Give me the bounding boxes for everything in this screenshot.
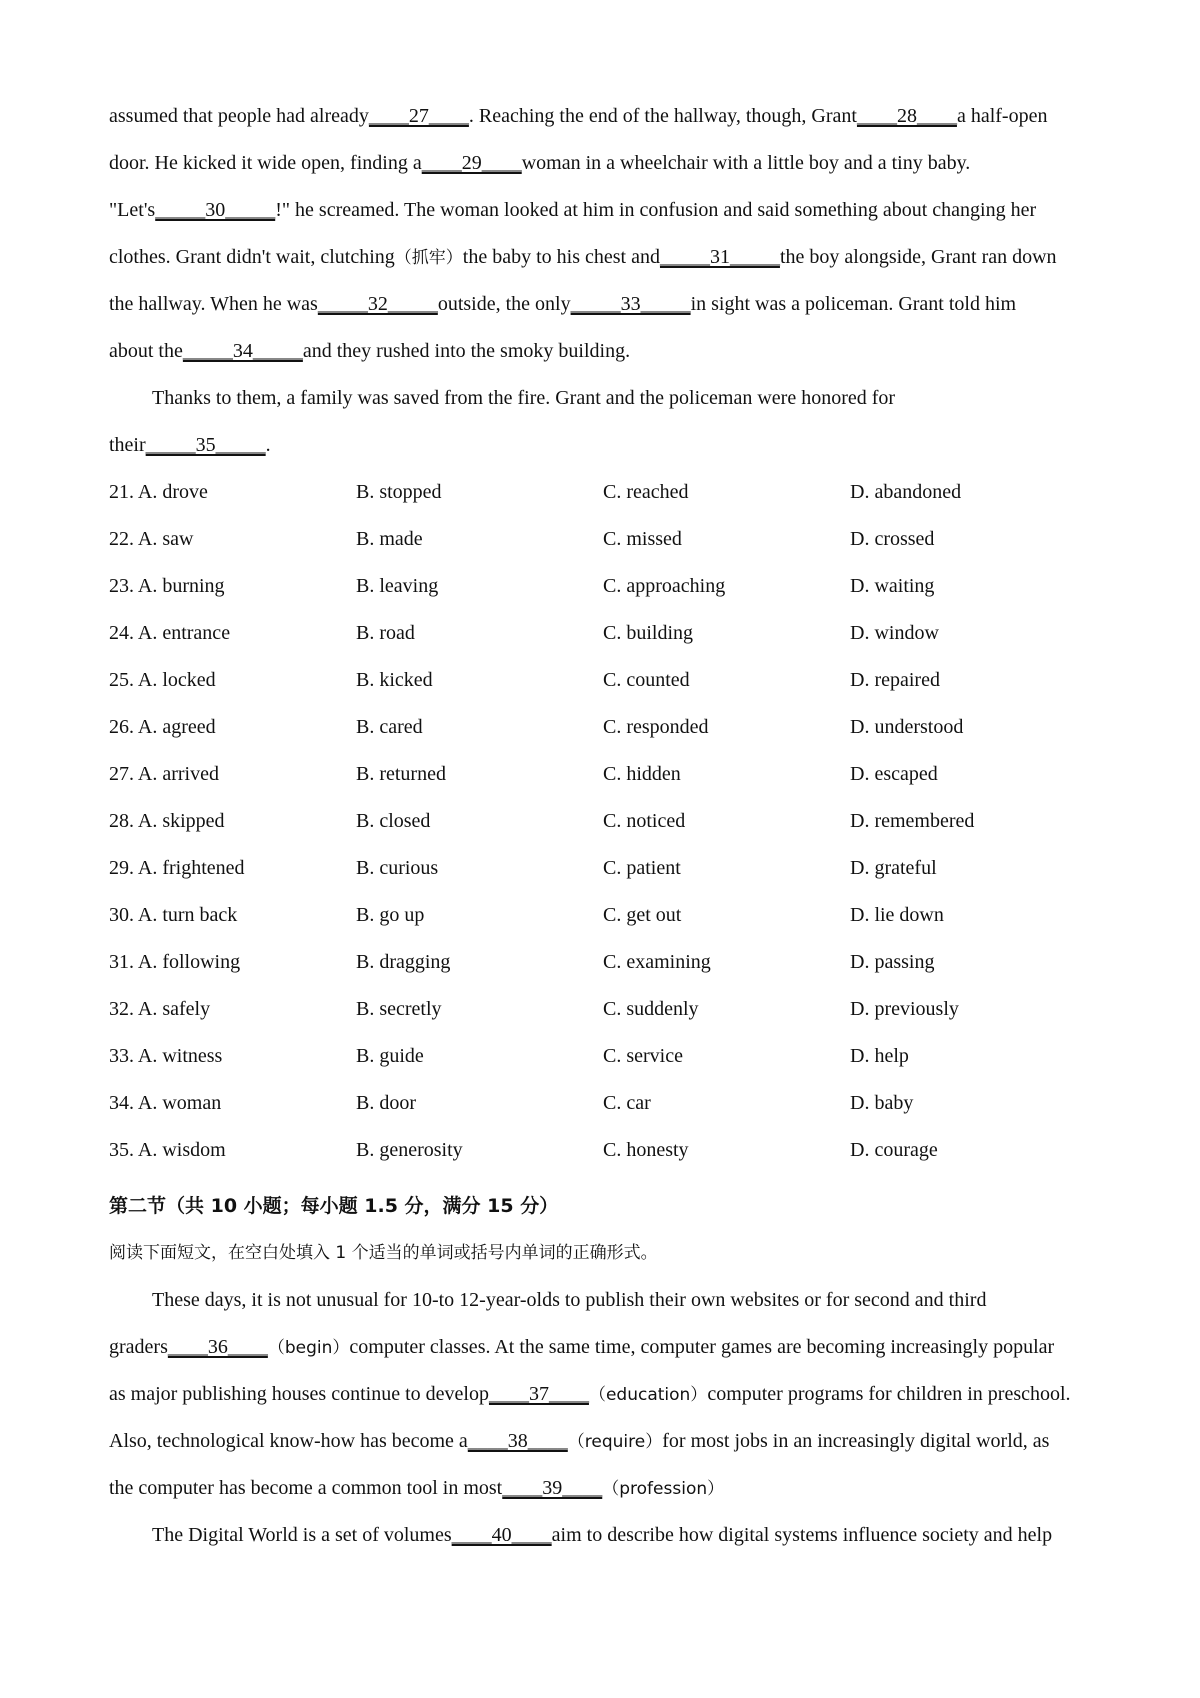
option-c[interactable]: C. counted (603, 669, 690, 691)
option-d[interactable]: D. window (850, 622, 939, 644)
blank-40[interactable]: ____40____ (451, 1524, 552, 1546)
passage-text: computer programs for children in preschool. (707, 1383, 1071, 1405)
blank-28[interactable]: ____28____ (856, 105, 957, 127)
option-a[interactable]: 31. A. following (109, 951, 241, 973)
passage-text: and they rushed into the smoky building. (302, 340, 631, 362)
option-d[interactable]: D. escaped (850, 763, 938, 785)
option-d[interactable]: D. courage (850, 1139, 938, 1161)
passage-text: aim to describe how digital systems influence society and help (551, 1524, 1053, 1546)
passage-text: woman in a wheelchair with a little boy and a tiny baby. (521, 152, 971, 174)
option-c[interactable]: C. car (603, 1092, 651, 1114)
passage2-line (109, 1380, 1100, 1409)
passage-text: as major publishing houses continue to develop (109, 1383, 489, 1405)
blank-34[interactable]: _____34_____ (182, 340, 303, 362)
passage-line (109, 337, 1100, 365)
passage-text: . Reaching the end of the hallway, though, Grant (468, 105, 857, 127)
passage-text: the baby to his chest and (462, 246, 660, 268)
passage-text: in sight was a policeman. Grant told him (690, 293, 1017, 315)
option-c[interactable]: C. get out (603, 904, 682, 926)
passage-line (109, 149, 1100, 177)
option-d[interactable]: D. lie down (850, 904, 944, 926)
option-d[interactable]: D. previously (850, 998, 959, 1020)
passage-line (109, 290, 1100, 318)
option-a[interactable]: 24. A. entrance (109, 622, 231, 644)
passage2-line (109, 1474, 1100, 1503)
option-c[interactable]: C. hidden (603, 763, 681, 785)
option-a[interactable]: 29. A. frightened (109, 857, 245, 879)
option-d[interactable]: D. waiting (850, 575, 935, 597)
passage-line (109, 431, 1100, 459)
passage-text: for most jobs in an increasingly digital world, as (662, 1430, 1050, 1452)
passage-line (109, 243, 1100, 272)
chinese-gloss: （抓牢） (394, 248, 463, 268)
option-d[interactable]: D. remembered (850, 810, 975, 832)
option-c[interactable]: C. building (603, 622, 694, 644)
option-b[interactable]: B. generosity (356, 1139, 463, 1161)
option-d[interactable]: D. repaired (850, 669, 940, 691)
option-b[interactable]: B. stopped (356, 481, 442, 503)
passage-text: about the (109, 340, 183, 362)
passage-text: These days, it is not unusual for 10-to 12-year-olds to publish their own websites or for second and third (152, 1289, 987, 1311)
option-b[interactable]: B. secretly (356, 998, 442, 1020)
passage-text: "Let's (109, 199, 156, 221)
passage-text: assumed that people had already (109, 105, 369, 127)
option-a[interactable]: 32. A. safely (109, 998, 211, 1020)
passage-text: their (109, 434, 146, 456)
option-d[interactable]: D. abandoned (850, 481, 962, 503)
option-a[interactable]: 33. A. witness (109, 1045, 223, 1067)
blank-29[interactable]: ____29____ (421, 152, 522, 174)
passage-text: graders (109, 1336, 168, 1358)
option-a[interactable]: 35. A. wisdom (109, 1139, 226, 1161)
section-title: 第二节（共 10 小题；每小题 1.5 分，满分 15 分） (109, 1195, 559, 1217)
word-hint: （begin） (267, 1338, 350, 1358)
option-a[interactable]: 25. A. locked (109, 669, 216, 691)
option-a[interactable]: 27. A. arrived (109, 763, 219, 785)
passage-text: outside, the only (437, 293, 571, 315)
option-b[interactable]: B. returned (356, 763, 446, 785)
blank-31[interactable]: _____31_____ (659, 246, 780, 268)
passage-text: Also, technological know-how has become a (109, 1430, 468, 1452)
option-c[interactable]: C. missed (603, 528, 682, 550)
passage-text: computer classes. At the same time, computer games are becoming increasingly popular (349, 1336, 1055, 1358)
option-b[interactable]: B. leaving (356, 575, 439, 597)
word-hint: （education） (588, 1385, 708, 1405)
word-hint: （profession） (602, 1479, 725, 1499)
passage-line (109, 196, 1100, 224)
option-c[interactable]: C. service (603, 1045, 683, 1067)
option-d[interactable]: D. help (850, 1045, 909, 1067)
option-b[interactable]: B. curious (356, 857, 439, 879)
option-c[interactable]: C. honesty (603, 1139, 689, 1161)
passage-text: the hallway. When he was (109, 293, 318, 315)
option-a[interactable]: 30. A. turn back (109, 904, 238, 926)
option-c[interactable]: C. patient (603, 857, 681, 879)
passage-text: !" he screamed. The woman looked at him in confusion and said something about changing her (275, 199, 1037, 221)
option-a[interactable]: 28. A. skipped (109, 810, 225, 832)
option-d[interactable]: D. crossed (850, 528, 935, 550)
option-b[interactable]: B. door (356, 1092, 416, 1114)
option-b[interactable]: B. dragging (356, 951, 451, 973)
passage-text: door. He kicked it wide open, finding a (109, 152, 422, 174)
option-a[interactable]: 23. A. burning (109, 575, 225, 597)
passage2-line (152, 1521, 1100, 1549)
passage-text: a half-open (956, 105, 1048, 127)
passage-text: Thanks to them, a family was saved from the fire. Grant and the policeman were honored for (152, 387, 896, 409)
option-b[interactable]: B. made (356, 528, 423, 550)
option-c[interactable]: C. responded (603, 716, 709, 738)
option-a[interactable]: 22. A. saw (109, 528, 194, 550)
passage2-line (109, 1427, 1100, 1456)
option-d[interactable]: D. passing (850, 951, 935, 973)
passage-line (109, 102, 1100, 130)
option-a[interactable]: 34. A. woman (109, 1092, 222, 1114)
option-b[interactable]: B. guide (356, 1045, 424, 1067)
option-c[interactable]: C. approaching (603, 575, 726, 597)
passage-text: clothes. Grant didn't wait, clutching (109, 246, 395, 268)
option-d[interactable]: D. grateful (850, 857, 937, 879)
passage-text: the boy alongside, Grant ran down (779, 246, 1057, 268)
option-b[interactable]: B. go up (356, 904, 425, 926)
option-d[interactable]: D. baby (850, 1092, 914, 1114)
option-c[interactable]: C. reached (603, 481, 689, 503)
passage2-line (152, 1286, 1100, 1314)
option-a[interactable]: 26. A. agreed (109, 716, 216, 738)
option-c[interactable]: C. examining (603, 951, 711, 973)
option-b[interactable]: B. kicked (356, 669, 433, 691)
option-c[interactable]: C. suddenly (603, 998, 699, 1020)
passage-text: the computer has become a common tool in most (109, 1477, 503, 1499)
passage2-line (109, 1333, 1100, 1362)
blank-37[interactable]: ____37____ (488, 1383, 589, 1405)
passage-text: The Digital World is a set of volumes (152, 1524, 452, 1546)
option-b[interactable]: B. cared (356, 716, 423, 738)
option-b[interactable]: B. closed (356, 810, 431, 832)
option-b[interactable]: B. road (356, 622, 415, 644)
blank-38[interactable]: ____38____ (467, 1430, 568, 1452)
word-hint: （require） (567, 1432, 663, 1452)
blank-39[interactable]: ____39____ (502, 1477, 603, 1499)
option-a[interactable]: 21. A. drove (109, 481, 208, 503)
blank-33[interactable]: _____33_____ (570, 293, 691, 315)
blank-27[interactable]: ____27____ (368, 105, 469, 127)
option-d[interactable]: D. understood (850, 716, 964, 738)
blank-35[interactable]: _____35_____ (145, 434, 266, 456)
passage-line (152, 384, 1100, 412)
blank-36[interactable]: ____36____ (167, 1336, 268, 1358)
option-c[interactable]: C. noticed (603, 810, 686, 832)
blank-32[interactable]: _____32_____ (317, 293, 438, 315)
section-instruction: 阅读下面短文，在空白处填入 1 个适当的单词或括号内单词的正确形式。 (109, 1243, 658, 1263)
passage-text: . (265, 434, 271, 456)
blank-30[interactable]: _____30_____ (155, 199, 276, 221)
